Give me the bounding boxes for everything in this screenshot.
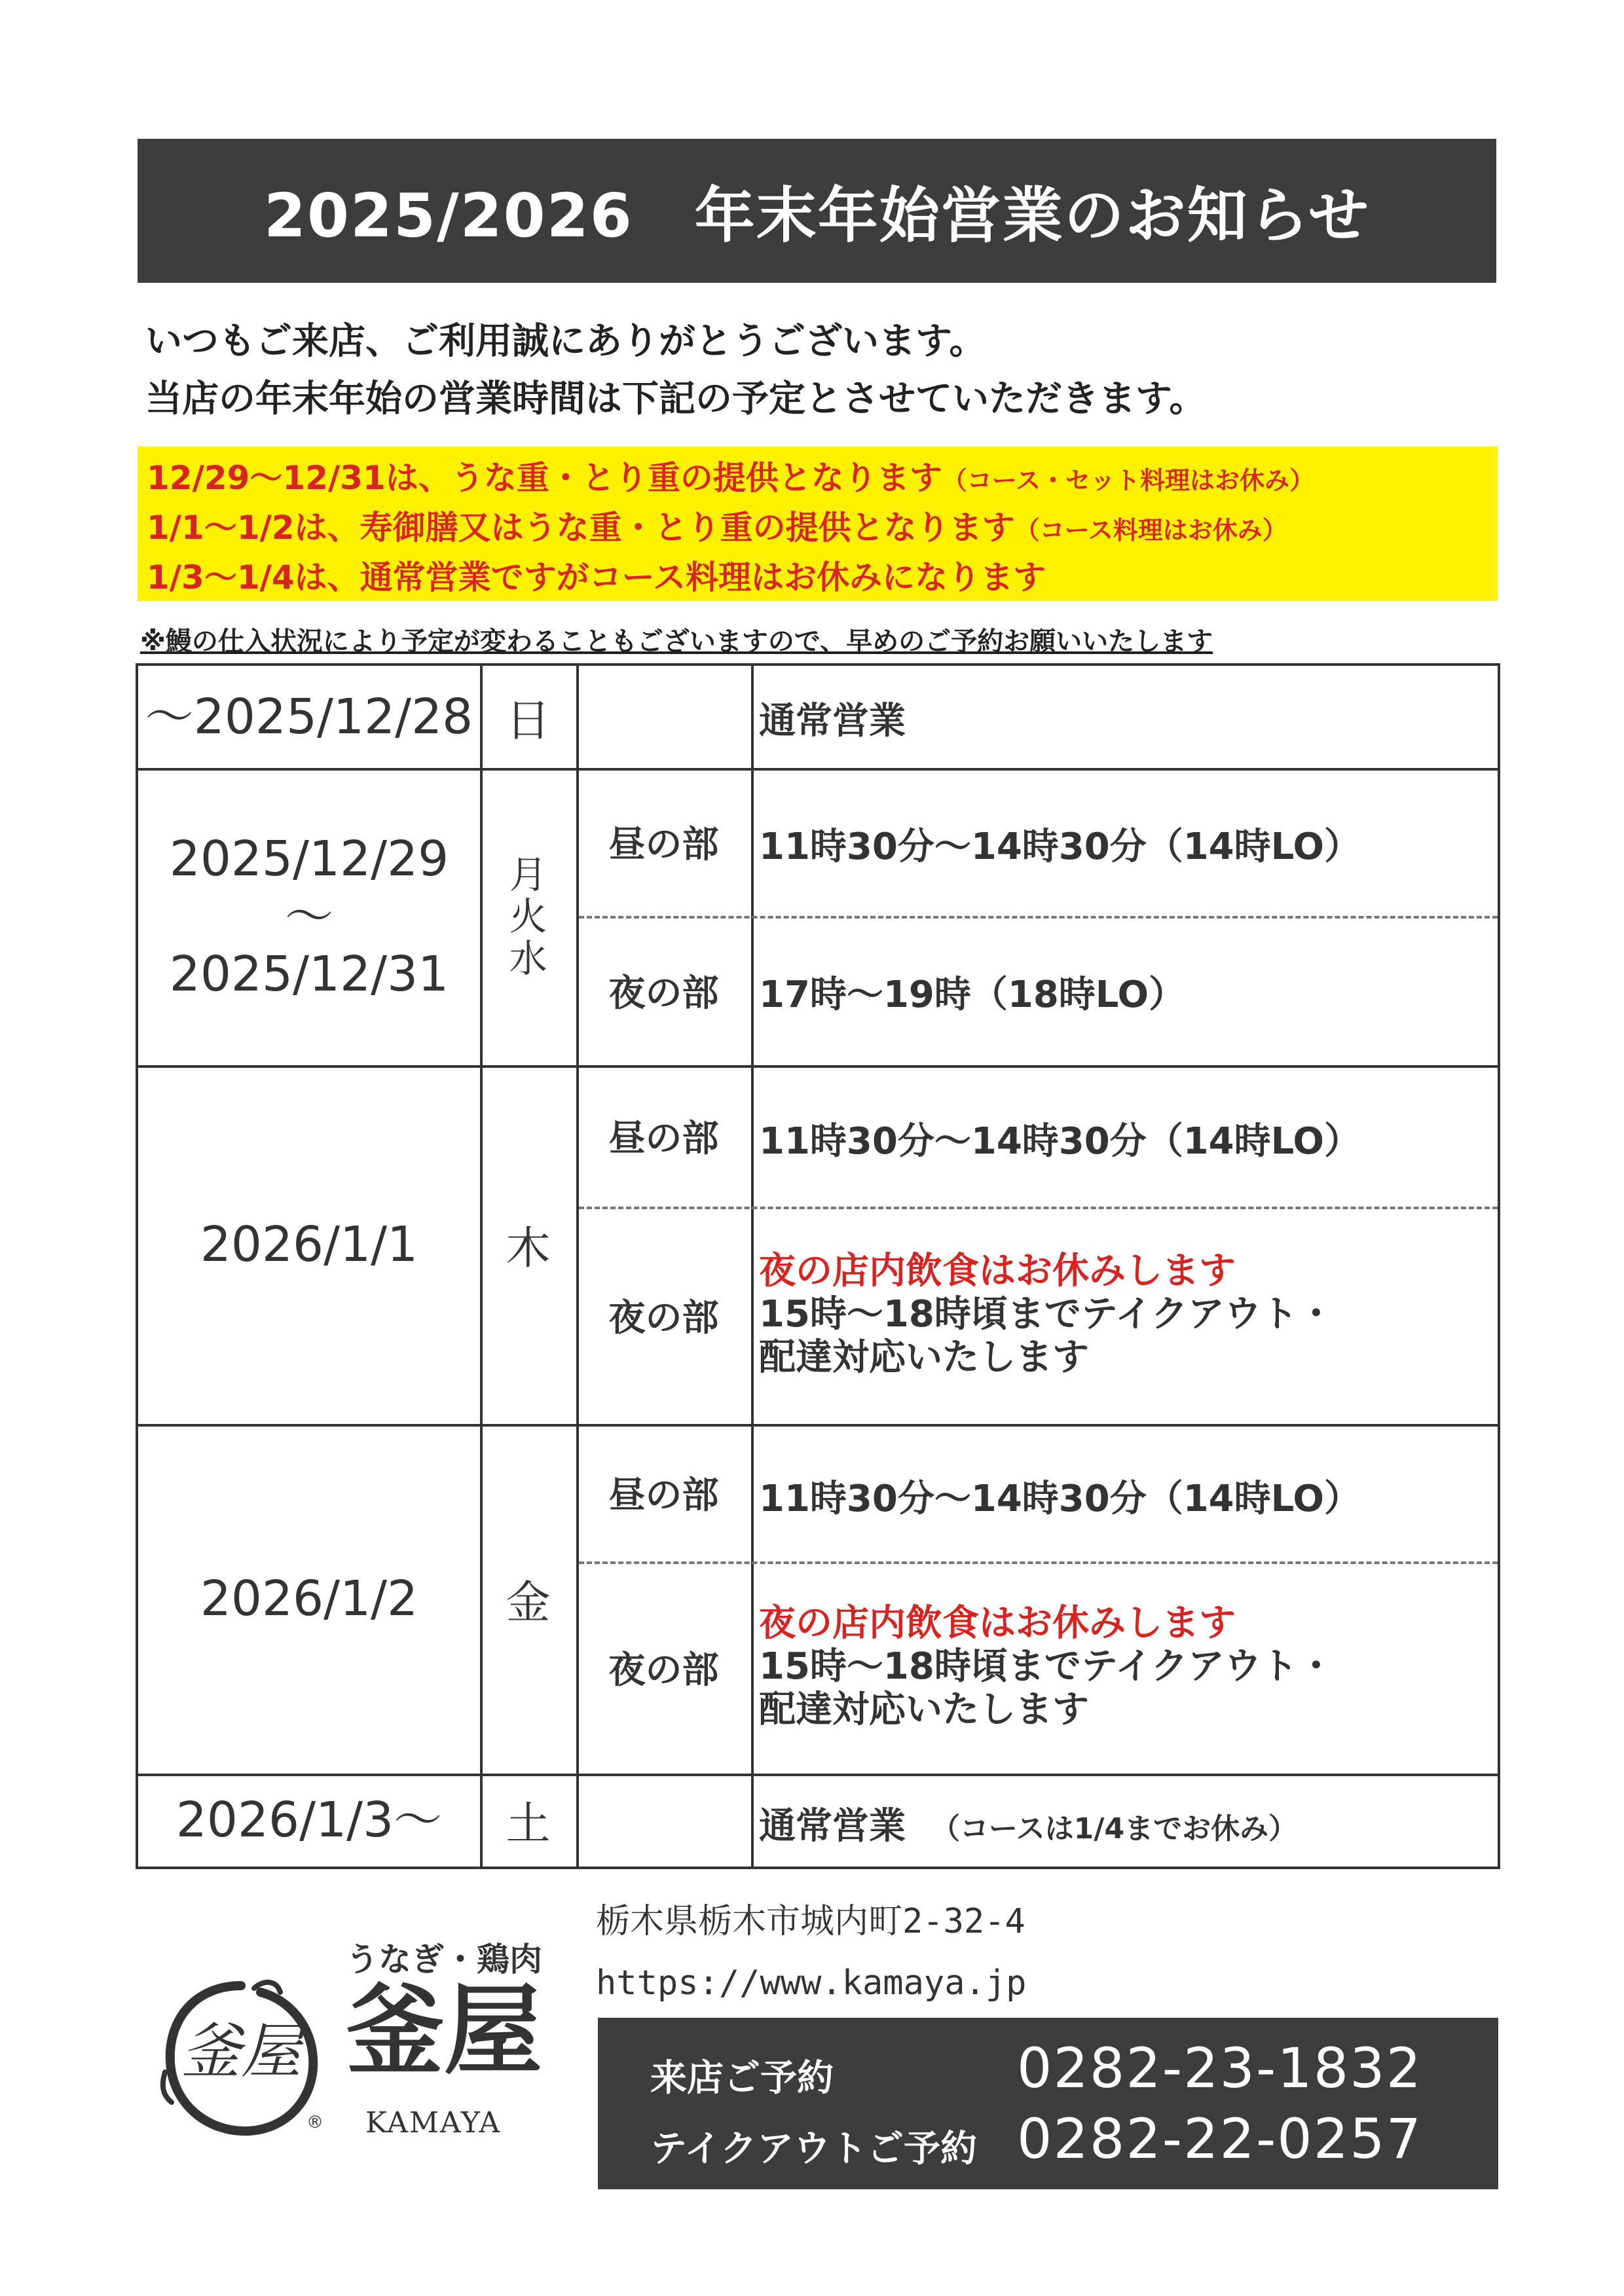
highlight-line-2 [147,501,1287,549]
lunch-hours: 11時30分～14時30分（14時LO） [759,1478,1361,1520]
reserve-label: 来店ご予約 [650,2057,834,2100]
col-divider-part [751,666,754,1867]
dinner-delivery-line: 配達対応いたします [759,1688,1089,1731]
weekday-cell: 金 [506,1576,551,1629]
page-title: 2025/2026 年末年始営業のお知らせ [264,181,1370,251]
detail-note: （コースは1/4までお休み） [931,1812,1298,1846]
date-cell: 2026/1/3～ [175,1792,443,1848]
dinner-details [759,1250,1335,1379]
reserve-phone[interactable]: 0282-23-1832 [1017,2036,1423,2100]
date-cell: ～2025/12/28 [145,689,473,745]
brand-subtitle: うなぎ・鶏肉 [346,1940,542,1978]
brand-logo [156,1922,543,2236]
takeout-phone[interactable]: 0282-22-0257 [1017,2107,1423,2171]
dinner-details [759,1602,1335,1732]
kamaya-seal-icon [156,1974,326,2144]
date-start: 2025/12/29 [169,831,449,887]
weekday: 月 [509,852,547,897]
dinner-label: 夜の部 [608,972,719,1015]
brand-name: 釜屋 [346,1973,543,2088]
date-cell: 2026/1/1 [200,1216,418,1273]
dinner-closed-note: 夜の店内飲食はお休みします [759,1250,1236,1292]
dinner-label: 夜の部 [608,1297,719,1339]
dinner-delivery-line: 配達対応いたします [759,1336,1089,1379]
store-address: 栃木県栃木市城内町2-32-4 [596,1902,1025,1941]
intro-line-2: 当店の年末年始の営業時間は下記の予定とさせていただきます。 [145,378,1206,420]
weekday: 水 [509,936,547,981]
date-separator: ～ [285,888,333,945]
registered-mark: ® [306,2113,323,2132]
dinner-hours: 17時～19時（18時LO） [759,974,1186,1016]
store-url[interactable]: https://www.kamaya.jp [596,1963,1027,2003]
highlight-note: （コース料理はお休み） [1014,516,1287,545]
highlight-main: 1/1～1/2は、寿御膳又はうな重・とり重の提供となります [147,509,1015,547]
highlight-line-1 [147,452,1314,499]
dinner-closed-note: 夜の店内飲食はお休みします [759,1602,1236,1645]
takeout-label: テイクアウトご予約 [650,2128,977,2170]
intro-line-1: いつもご来店、ご利用誠にありがとうございます。 [145,320,986,363]
date-range-cell [138,768,480,1065]
schedule-table [136,663,1500,1869]
weekday: 火 [509,894,547,939]
store-info [596,1891,1026,2014]
dinner-takeout-line: 15時～18時頃までテイクアウト・ [759,1645,1335,1688]
detail-main: 通常営業 [759,1805,906,1848]
date-end: 2025/12/31 [169,946,449,1002]
detail-cell [759,1797,1297,1850]
detail-cell: 通常営業 [759,700,906,742]
weekday-cell [480,768,576,1065]
intro-text [145,313,1206,428]
weekday-cell: 木 [506,1222,551,1275]
highlight-main: 12/29～12/31は、うな重・とり重の提供となります [147,459,942,497]
weekday-cell: 日 [506,695,551,747]
highlight-line-3 [147,551,1046,598]
lunch-label: 昼の部 [608,824,719,866]
seal-text: 釜屋 [180,2016,302,2086]
lunch-label: 昼の部 [608,1118,719,1160]
weekday-cell: 土 [506,1798,551,1850]
contact-box [598,2018,1498,2189]
dinner-label: 夜の部 [608,1649,719,1692]
highlight-main: 1/3～1/4は、通常営業ですがコース料理はお休みになります [147,558,1046,596]
highlight-box [138,446,1498,601]
dinner-takeout-line: 15時～18時頃までテイクアウト・ [759,1293,1335,1336]
lunch-hours: 11時30分～14時30分（14時LO） [759,1120,1361,1163]
title-banner [138,139,1496,283]
lunch-hours: 11時30分～14時30分（14時LO） [759,826,1361,868]
date-cell: 2026/1/2 [200,1571,418,1627]
highlight-note: （コース・セット料理はお休み） [942,466,1314,495]
brand-roman: KAMAYA [365,2106,502,2140]
notice-text: ※鰻の仕入状況により予定が変わることもございますので、早めのご予約お願いいたします [140,627,1213,657]
lunch-label: 昼の部 [608,1474,719,1517]
